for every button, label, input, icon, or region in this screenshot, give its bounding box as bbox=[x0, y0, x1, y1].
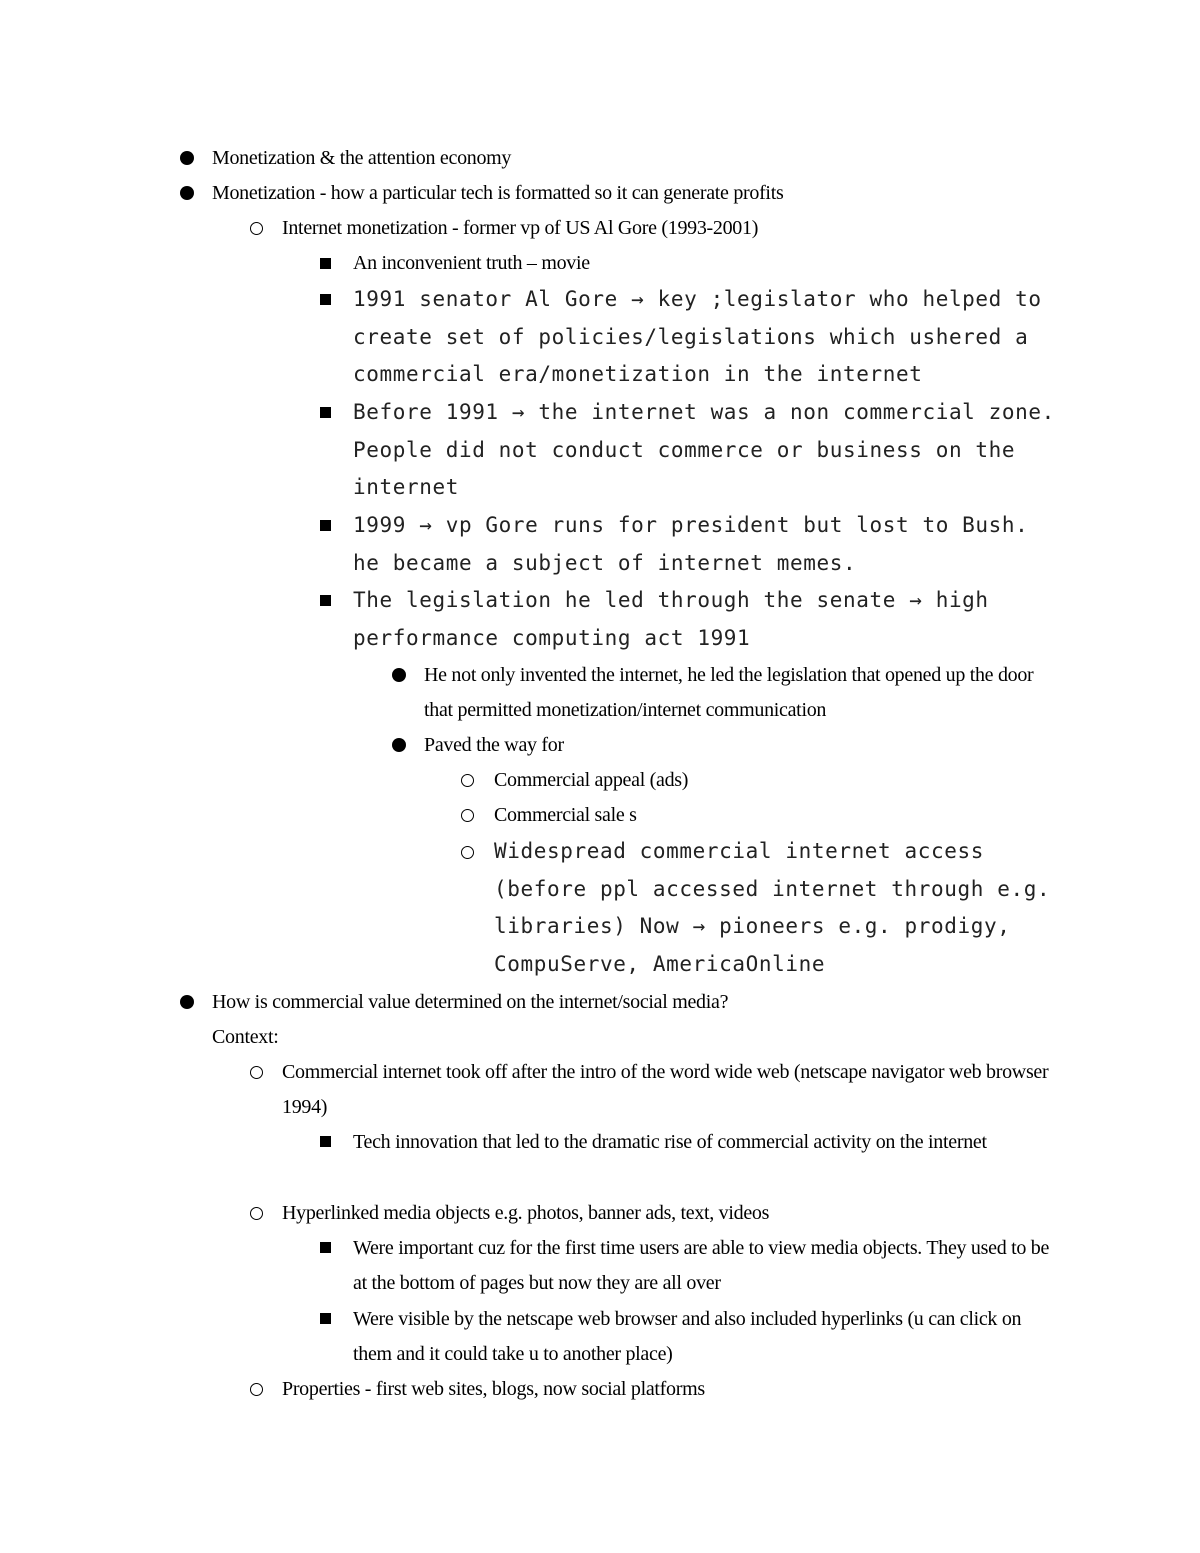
square-bullet-icon bbox=[320, 1313, 331, 1324]
square-bullet-icon bbox=[320, 1136, 331, 1147]
note-line: Commercial sale s bbox=[494, 804, 637, 826]
note-line: The legislation he led through the senate → high performance computing act 1991 bbox=[353, 588, 989, 650]
disc-bullet-icon bbox=[392, 668, 406, 682]
note-line: Widespread commercial internet access (before ppl accessed internet through e.g. libraries) Now → pioneers e.g. prodigy, CompuServe, AmericaOnline bbox=[494, 839, 1051, 976]
note-line: Paved the way for bbox=[424, 734, 564, 756]
disc-bullet-icon bbox=[392, 738, 406, 752]
circle-bullet-icon bbox=[461, 846, 474, 859]
disc-bullet-icon bbox=[180, 151, 194, 165]
square-bullet-icon bbox=[320, 258, 331, 269]
note-line: How is commercial value determined on the internet/social media? bbox=[212, 991, 729, 1013]
note-line: Properties - first web sites, blogs, now social platforms bbox=[282, 1378, 705, 1400]
square-bullet-icon bbox=[320, 1242, 331, 1253]
circle-bullet-icon bbox=[250, 1066, 263, 1079]
square-bullet-icon bbox=[320, 595, 331, 606]
note-line: Monetization - how a particular tech is formatted so it can generate profits bbox=[212, 182, 784, 204]
circle-bullet-icon bbox=[461, 809, 474, 822]
square-bullet-icon bbox=[320, 520, 331, 531]
note-line: Were important cuz for the first time users are able to view media objects. They used to be at the bottom of pages but now they are all over bbox=[353, 1237, 1050, 1294]
note-line: Tech innovation that led to the dramatic rise of commercial activity on the internet bbox=[353, 1131, 987, 1153]
note-line: Commercial internet took off after the intro of the word wide web (netscape navigator web browser 1994) bbox=[282, 1061, 1049, 1118]
note-line: 1999 → vp Gore runs for president but lost to Bush. he became a subject of internet memes. bbox=[353, 513, 1029, 575]
note-line: Were visible by the netscape web browser and also included hyperlinks (u can click on them and it could take u to another place) bbox=[353, 1308, 1022, 1365]
note-line: Before 1991 → the internet was a non commercial zone. People did not conduct commerce or business on the internet bbox=[353, 400, 1055, 499]
disc-bullet-icon bbox=[180, 995, 194, 1009]
square-bullet-icon bbox=[320, 407, 331, 418]
note-line: Commercial appeal (ads) bbox=[494, 769, 689, 791]
circle-bullet-icon bbox=[461, 774, 474, 787]
note-line: He not only invented the internet, he led the legislation that opened up the door that permitted monetization/internet communication bbox=[424, 664, 1034, 721]
note-line: 1991 senator Al Gore → key ;legislator who helped to create set of policies/legislations which ushered a commercial era/monetization in the internet bbox=[353, 287, 1042, 386]
circle-bullet-icon bbox=[250, 1383, 263, 1396]
disc-bullet-icon bbox=[180, 186, 194, 200]
circle-bullet-icon bbox=[250, 222, 263, 235]
circle-bullet-icon bbox=[250, 1207, 263, 1220]
note-line: An inconvenient truth – movie bbox=[353, 252, 590, 274]
note-line: Monetization & the attention economy bbox=[212, 147, 512, 169]
note-line: Internet monetization - former vp of US Al Gore (1993-2001) bbox=[282, 217, 759, 239]
note-line: Context: bbox=[212, 1026, 279, 1048]
square-bullet-icon bbox=[320, 294, 331, 305]
note-line: Hyperlinked media objects e.g. photos, banner ads, text, videos bbox=[282, 1202, 770, 1224]
